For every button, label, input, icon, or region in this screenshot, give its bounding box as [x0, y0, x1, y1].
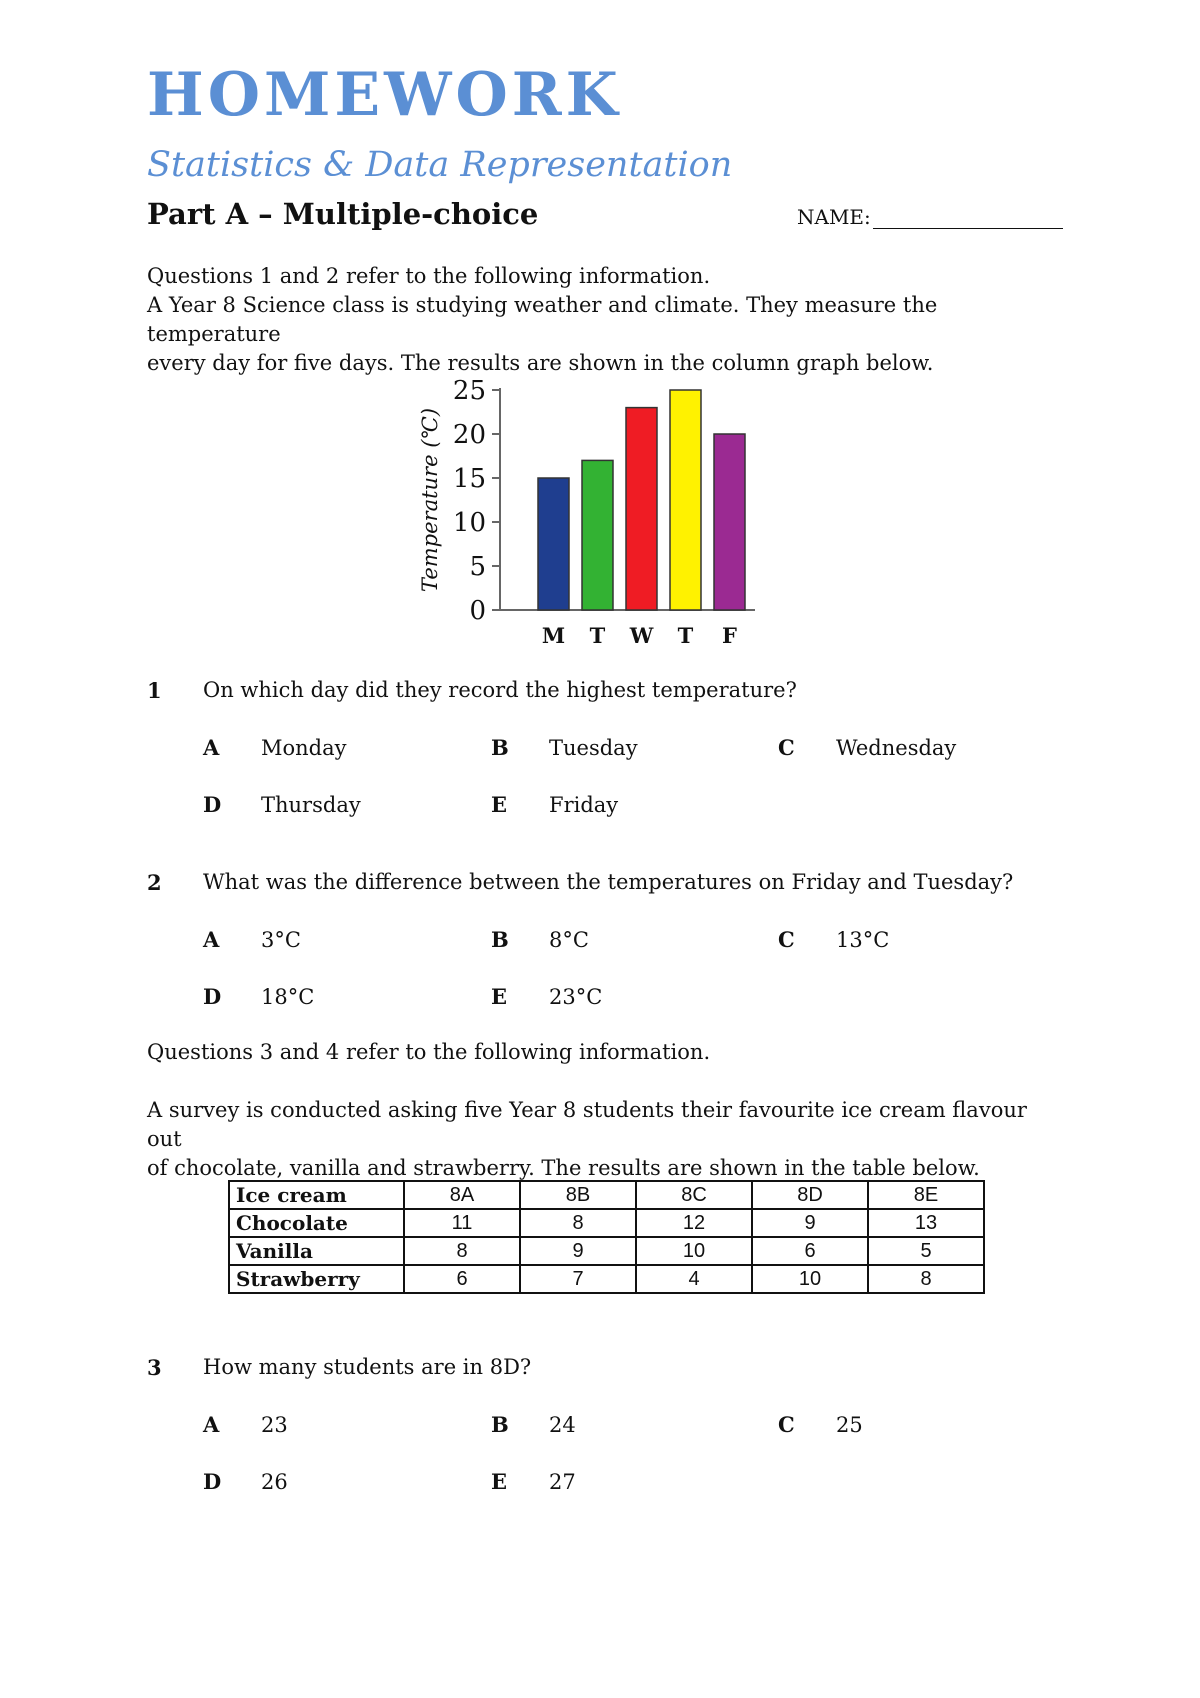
answer-option[interactable]	[778, 735, 956, 760]
table-cell: 11	[404, 1209, 520, 1237]
bar-1	[582, 460, 613, 610]
answer-option[interactable]	[491, 984, 602, 1009]
table-cell: 12	[636, 1209, 752, 1237]
answer-option[interactable]	[491, 1469, 576, 1494]
y-tick-label: 20	[452, 420, 486, 450]
option-text: 27	[549, 1470, 576, 1494]
option-text: 23	[261, 1413, 288, 1437]
option-text: Tuesday	[549, 736, 638, 760]
question-text: What was the difference between the temperatures on Friday and Tuesday?	[203, 870, 1014, 894]
y-tick-label: 15	[452, 464, 486, 494]
question-number: 1	[147, 678, 162, 703]
answer-option[interactable]	[491, 927, 589, 952]
table-cell: 8	[868, 1265, 984, 1293]
page-title: HOMEWORK	[147, 60, 622, 130]
option-letter: D	[203, 984, 222, 1009]
bar-2	[626, 408, 657, 610]
bar-4	[714, 434, 745, 610]
table-cell: 8	[520, 1209, 636, 1237]
option-letter: D	[203, 792, 222, 817]
table-cell: 8	[404, 1237, 520, 1265]
table-header-row	[229, 1181, 984, 1209]
table-cell: 10	[752, 1265, 868, 1293]
x-tick-label: W	[629, 623, 654, 648]
table-header-cell: 8B	[520, 1181, 636, 1209]
answer-option[interactable]	[203, 1469, 288, 1494]
y-tick-label: 25	[452, 376, 486, 406]
option-letter: E	[491, 984, 508, 1009]
table-header-cell: 8C	[636, 1181, 752, 1209]
option-letter: A	[203, 735, 220, 760]
option-text: 24	[549, 1413, 576, 1437]
page-subtitle: Statistics & Data Representation	[147, 145, 733, 185]
answer-option[interactable]	[491, 735, 638, 760]
y-tick-label: 10	[452, 508, 486, 538]
table-cell: 9	[520, 1237, 636, 1265]
table-cell: 5	[868, 1237, 984, 1265]
table-cell: 9	[752, 1209, 868, 1237]
bar-0	[538, 478, 569, 610]
temperature-column-chart	[400, 370, 780, 650]
table-row	[229, 1265, 984, 1293]
option-text: 25	[836, 1413, 863, 1437]
table-cell: 13	[868, 1209, 984, 1237]
table-header-cell: 8A	[404, 1181, 520, 1209]
intro-line: A survey is conducted asking five Year 8 students their favourite ice cream flavour out	[147, 1098, 1027, 1151]
answer-option[interactable]	[491, 1412, 576, 1437]
table-header-cell: Ice cream	[229, 1181, 404, 1209]
option-letter: C	[778, 735, 795, 760]
option-letter: B	[491, 735, 509, 760]
x-tick-label: T	[589, 623, 606, 648]
table-row-label: Strawberry	[229, 1265, 404, 1293]
intro-line: A Year 8 Science class is studying weather and climate. They measure the temperature	[147, 293, 938, 346]
part-heading: Part A – Multiple-choice	[147, 197, 539, 231]
intro-line: Questions 1 and 2 refer to the following information.	[147, 264, 711, 288]
bar-3	[670, 390, 701, 610]
table-header-cell: 8D	[752, 1181, 868, 1209]
option-text: Wednesday	[836, 736, 957, 760]
y-tick-label: 5	[469, 552, 486, 582]
option-letter: E	[491, 1469, 508, 1494]
answer-option[interactable]	[203, 1412, 288, 1437]
x-tick-label: T	[677, 623, 694, 648]
question-text: How many students are in 8D?	[203, 1355, 532, 1379]
option-text: 13°C	[836, 928, 890, 952]
option-text: Monday	[261, 736, 347, 760]
option-letter: D	[203, 1469, 222, 1494]
option-letter: A	[203, 927, 220, 952]
option-letter: B	[491, 927, 509, 952]
name-blank-line[interactable]	[873, 208, 1063, 229]
answer-option[interactable]	[203, 792, 361, 817]
y-axis-label: Temperature (℃)	[418, 407, 442, 593]
option-letter: A	[203, 1412, 220, 1437]
option-text: 26	[261, 1470, 288, 1494]
question-number: 2	[147, 870, 162, 895]
answer-option[interactable]	[491, 792, 618, 817]
option-text: 18°C	[261, 985, 315, 1009]
table-cell: 6	[404, 1265, 520, 1293]
option-text: 8°C	[549, 928, 589, 952]
ice-cream-table	[228, 1180, 985, 1294]
y-tick-label: 0	[469, 596, 486, 626]
question-text: On which day did they record the highest temperature?	[203, 678, 797, 702]
x-tick-label: F	[722, 623, 737, 648]
name-label: NAME:	[797, 205, 871, 229]
table-row-label: Vanilla	[229, 1237, 404, 1265]
table-cell: 7	[520, 1265, 636, 1293]
table-cell: 6	[752, 1237, 868, 1265]
answer-option[interactable]	[203, 735, 347, 760]
intro-line: every day for five days. The results are shown in the column graph below.	[147, 351, 934, 375]
intro-line: of chocolate, vanilla and strawberry. The results are shown in the table below.	[147, 1156, 980, 1180]
table-row-label: Chocolate	[229, 1209, 404, 1237]
option-letter: B	[491, 1412, 509, 1437]
answer-option[interactable]	[203, 984, 314, 1009]
answer-option[interactable]	[203, 927, 301, 952]
name-field[interactable]	[797, 205, 1063, 229]
table-header-cell: 8E	[868, 1181, 984, 1209]
table-cell: 4	[636, 1265, 752, 1293]
answer-option[interactable]	[778, 927, 889, 952]
table-row	[229, 1237, 984, 1265]
option-letter: C	[778, 927, 795, 952]
option-text: Thursday	[261, 793, 361, 817]
intro-paragraph-q1-2	[147, 262, 1067, 378]
answer-option[interactable]	[778, 1412, 863, 1437]
question-number: 3	[147, 1355, 162, 1380]
x-tick-label: M	[541, 623, 566, 648]
option-text: Friday	[549, 793, 619, 817]
option-letter: E	[491, 792, 508, 817]
intro-line: Questions 3 and 4 refer to the following information.	[147, 1040, 711, 1064]
intro-paragraph-q3-4-body	[147, 1096, 1067, 1183]
table-cell: 10	[636, 1237, 752, 1265]
option-text: 23°C	[549, 985, 603, 1009]
option-text: 3°C	[261, 928, 301, 952]
table-row	[229, 1209, 984, 1237]
intro-paragraph-q3-4	[147, 1038, 1067, 1067]
option-letter: C	[778, 1412, 795, 1437]
